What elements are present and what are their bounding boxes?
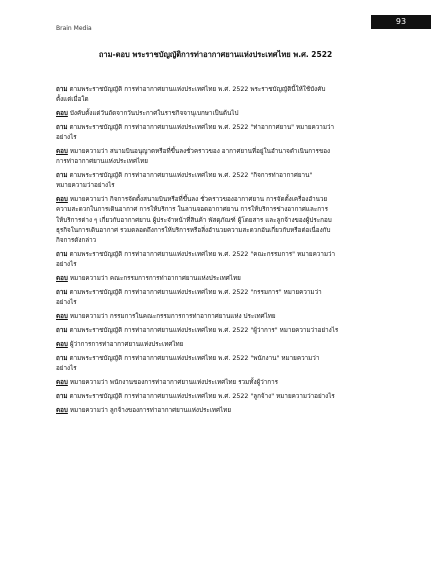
line-text: หมายความว่าอย่างไร [56,182,115,190]
question-label: ถาม [56,172,68,180]
line-text: ธุรกิจในการเดินอากาศ รวมตลอดถึงการให้บริการหรือสิ่งอำนวยความสะดวกอันเกี่ยวกับหรือต่อเนื่องกับ [56,226,331,234]
text-line [56,236,378,246]
question-label: ถาม [56,288,68,296]
line-text: ตามพระราชบัญญัติ การท่าอากาศยานแห่งประเทศไทย พ.ศ. 2522 "ผู้ว่าการ" หมายความว่าอย่างไร [69,326,339,334]
answer-label: ตอบ [56,110,68,118]
question-item [56,171,378,191]
answer-label: ตอบ [56,407,68,415]
text-line [56,406,378,416]
text-line [56,95,378,105]
document-title: ถาม-ตอบ พระราชบัญญัติการท่าอากาศยานแห่งประเทศไทย พ.ศ. 2522 [98,50,333,59]
answer-item [56,312,378,322]
text-line [56,171,378,181]
answer-label: ตอบ [56,196,68,204]
qa-list [56,85,378,420]
question-label: ถาม [56,326,68,334]
line-text: กิจการดังกล่าว [56,236,97,244]
text-line [56,260,378,270]
answer-item [56,378,378,388]
text-line [56,298,378,308]
question-item [56,354,378,374]
page-number-badge: 93 [371,15,431,29]
text-line [56,195,378,205]
answer-item [56,274,378,284]
text-line [56,181,378,191]
line-text: ให้บริการต่าง ๆ เกี่ยวกับอากาศยาน ผู้ประจำหน้าที่สินค้า พัสดุภัณฑ์ ผู้โดยสาร และลูกจ้างของผู้ประกอบ [56,216,332,224]
question-item [56,85,378,105]
text-line [56,109,378,119]
answer-label: ตอบ [56,274,68,282]
publisher-name: Brain Media [56,25,92,32]
answer-label: ตอบ [56,148,68,156]
answer-item [56,340,378,350]
line-text: หมายความว่า กรรมการในคณะกรรมการการท่าอากาศยานแห่ง ประเทศไทย [69,312,276,320]
question-label: ถาม [56,355,68,363]
line-text: อย่างไร [56,365,77,373]
line-text: อย่างไร [56,260,77,268]
line-text: ตามพระราชบัญญัติ การท่าอากาศยานแห่งประเทศไทย พ.ศ. 2522 พระราชบัญญัตินี้ให้ใช้บังคับ [69,86,326,93]
text-line [56,205,378,215]
line-text: ผู้ว่าการการท่าอากาศยานแห่งประเทศไทย [69,340,184,348]
line-text: บังคับตั้งแต่วันถัดจากวันประกาศในราชกิจจานุเบกษาเป็นต้นไป [69,110,239,118]
text-line [56,354,378,364]
text-line [56,123,378,133]
line-text: ตามพระราชบัญญัติ การท่าอากาศยานแห่งประเทศไทย พ.ศ. 2522 "กิจการท่าอากาศยาน" [69,172,313,180]
answer-label: ตอบ [56,379,68,387]
text-line [56,250,378,260]
text-line [56,133,378,143]
question-item [56,326,378,336]
question-item [56,392,378,402]
line-text: หมายความว่า ลูกจ้างของการท่าอากาศยานแห่งประเทศไทย [69,407,232,415]
answer-item [56,147,378,167]
answer-item [56,195,378,245]
question-label: ถาม [56,250,68,258]
answer-label: ตอบ [56,340,68,348]
text-line [56,312,378,322]
text-line [56,216,378,226]
answer-label: ตอบ [56,312,68,320]
question-item [56,123,378,143]
line-text: ตั้งแต่เมื่อใด [56,96,89,104]
line-text: หมายความว่า สนามบินอนุญาตหรือที่ขึ้นลงชั่วคราวของ อากาศยานที่อยู่ในอำนาจดำเนินการของ [69,148,331,156]
text-line [56,288,378,298]
line-text: หมายความว่า กิจการจัดตั้งสนามบินหรือที่ขึ้นลง ชั่วคราวของอากาศยาน การจัดตั้งเครื่องอำนวย [69,196,328,204]
line-text: ตามพระราชบัญญัติ การท่าอากาศยานแห่งประเทศไทย พ.ศ. 2522 "กรรมการ" หมายความว่า [69,288,322,296]
line-text: อย่างไร [56,134,77,142]
line-text: ตามพระราชบัญญัติ การท่าอากาศยานแห่งประเทศไทย พ.ศ. 2522 "คณะกรรมการ" หมายความว่า [69,250,336,258]
line-text: อย่างไร [56,298,77,306]
text-line [56,147,378,157]
line-text: ตามพระราชบัญญัติ การท่าอากาศยานแห่งประเทศไทย พ.ศ. 2522 "พนักงาน" หมายความว่า [69,355,320,363]
answer-item [56,406,378,416]
text-line [56,364,378,374]
line-text: หมายความว่า คณะกรรมการการท่าอากาศยานแห่งประเทศไทย [69,274,241,282]
question-item [56,250,378,270]
text-line [56,392,378,402]
question-label: ถาม [56,124,68,132]
line-text: ตามพระราชบัญญัติ การท่าอากาศยานแห่งประเทศไทย พ.ศ. 2522 "ลูกจ้าง" หมายความว่าอย่างไร [69,393,335,401]
line-text: ความสะดวกในการเดินอากาศ การให้บริการ ในลานจอดอากาศยาน การให้บริการช่างอากาศและการ [56,206,328,214]
question-label: ถาม [56,86,68,93]
answer-item [56,109,378,119]
text-line [56,378,378,388]
text-line [56,326,378,336]
line-text: ตามพระราชบัญญัติ การท่าอากาศยานแห่งประเทศไทย พ.ศ. 2522 "ท่าอากาศยาน" หมายความว่า [69,124,335,132]
text-line [56,226,378,236]
question-item [56,288,378,308]
question-label: ถาม [56,393,68,401]
text-line [56,85,378,95]
text-line [56,274,378,284]
line-text: การท่าอากาศยานแห่งประเทศไทย [56,158,148,166]
line-text: หมายความว่า พนักงานของการท่าอากาศยานแห่งประเทศไทย รวมทั้งผู้ว่าการ [69,379,279,387]
text-line [56,340,378,350]
text-line [56,157,378,167]
